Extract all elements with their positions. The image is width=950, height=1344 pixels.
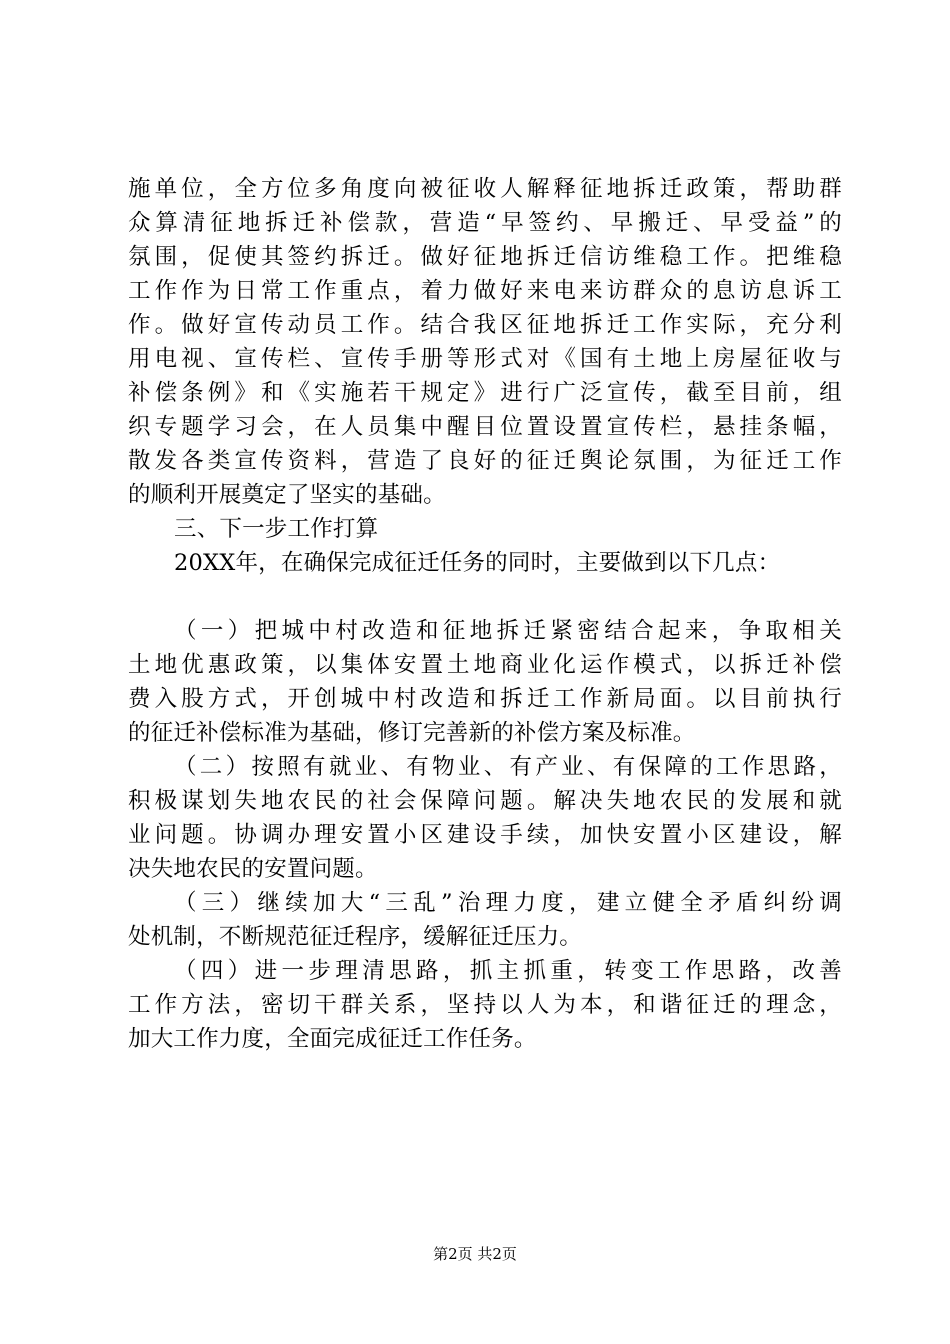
- paragraph-line: 加大工作力度，全面完成征迁工作任务。: [128, 1026, 537, 1052]
- paragraph-line: 作。做好宣传动员工作。结合我区征地拆迁工作实际，充分利: [128, 312, 842, 338]
- list-item-3: [128, 886, 842, 954]
- paragraph-line: 众算清征地拆迁补偿款，营造“早签约、早搬迁、早受益”的: [128, 210, 842, 236]
- paragraph-line: 费入股方式，开创城中村改造和拆迁工作新局面。以目前执行: [128, 686, 842, 712]
- page-number-footer: 第2页 共2页: [433, 1245, 517, 1263]
- paragraph-line: （四）进一步理清思路，抓主抓重，转变工作思路，改善: [174, 958, 842, 984]
- paragraph-line: 业问题。协调办理安置小区建设手续，加快安置小区建设，解: [128, 822, 842, 848]
- paragraph-line: 补偿条例》和《实施若干规定》进行广泛宣传，截至目前，组: [128, 380, 842, 406]
- intro-paragraph: 20XX年，在确保完成征迁任务的同时，主要做到以下几点：: [174, 550, 781, 576]
- paragraph-line: （三）继续加大“三乱”治理力度，建立健全矛盾纠纷调: [174, 890, 842, 916]
- paragraph-line: 施单位，全方位多角度向被征收人解释征地拆迁政策，帮助群: [128, 176, 842, 202]
- paragraph-line: 氛围，促使其签约拆迁。做好征地拆迁信访维稳工作。把维稳: [128, 244, 842, 270]
- blank-line: [128, 580, 842, 614]
- paragraph-line: （一）把城中村改造和征地拆迁紧密结合起来，争取相关: [174, 618, 842, 644]
- paragraph-line: （二）按照有就业、有物业、有产业、有保障的工作思路，: [174, 754, 842, 780]
- paragraph-line: 土地优惠政策，以集体安置土地商业化运作模式，以拆迁补偿: [128, 652, 842, 678]
- paragraph-line: 织专题学习会，在人员集中醒目位置设置宣传栏，悬挂条幅，: [128, 414, 842, 440]
- paragraph-line: 的顺利开展奠定了坚实的基础。: [128, 482, 446, 508]
- list-item-1: [128, 614, 842, 750]
- paragraph-line: 工作作为日常工作重点，着力做好来电来访群众的息访息诉工: [128, 278, 842, 304]
- list-item-4: [128, 954, 842, 1056]
- paragraph-line: 积极谋划失地农民的社会保障问题。解决失地农民的发展和就: [128, 788, 842, 814]
- paragraph-line: 处机制，不断规范征迁程序，缓解征迁压力。: [128, 924, 583, 950]
- paragraph-line: 的征迁补偿标准为基础，修订完善新的补偿方案及标准。: [128, 720, 696, 746]
- list-item-2: [128, 750, 842, 886]
- document-body: [128, 172, 842, 1056]
- paragraph-line: 用电视、宣传栏、宣传手册等形式对《国有土地上房屋征收与: [128, 346, 842, 372]
- continuation-paragraph: [128, 172, 842, 512]
- paragraph-line: 决失地农民的安置问题。: [128, 856, 378, 882]
- paragraph-line: 工作方法，密切干群关系，坚持以人为本，和谐征迁的理念，: [128, 992, 842, 1018]
- section-heading: 三、下一步工作打算: [174, 516, 379, 542]
- paragraph-line: 散发各类宣传资料，营造了良好的征迁舆论氛围，为征迁工作: [128, 448, 842, 474]
